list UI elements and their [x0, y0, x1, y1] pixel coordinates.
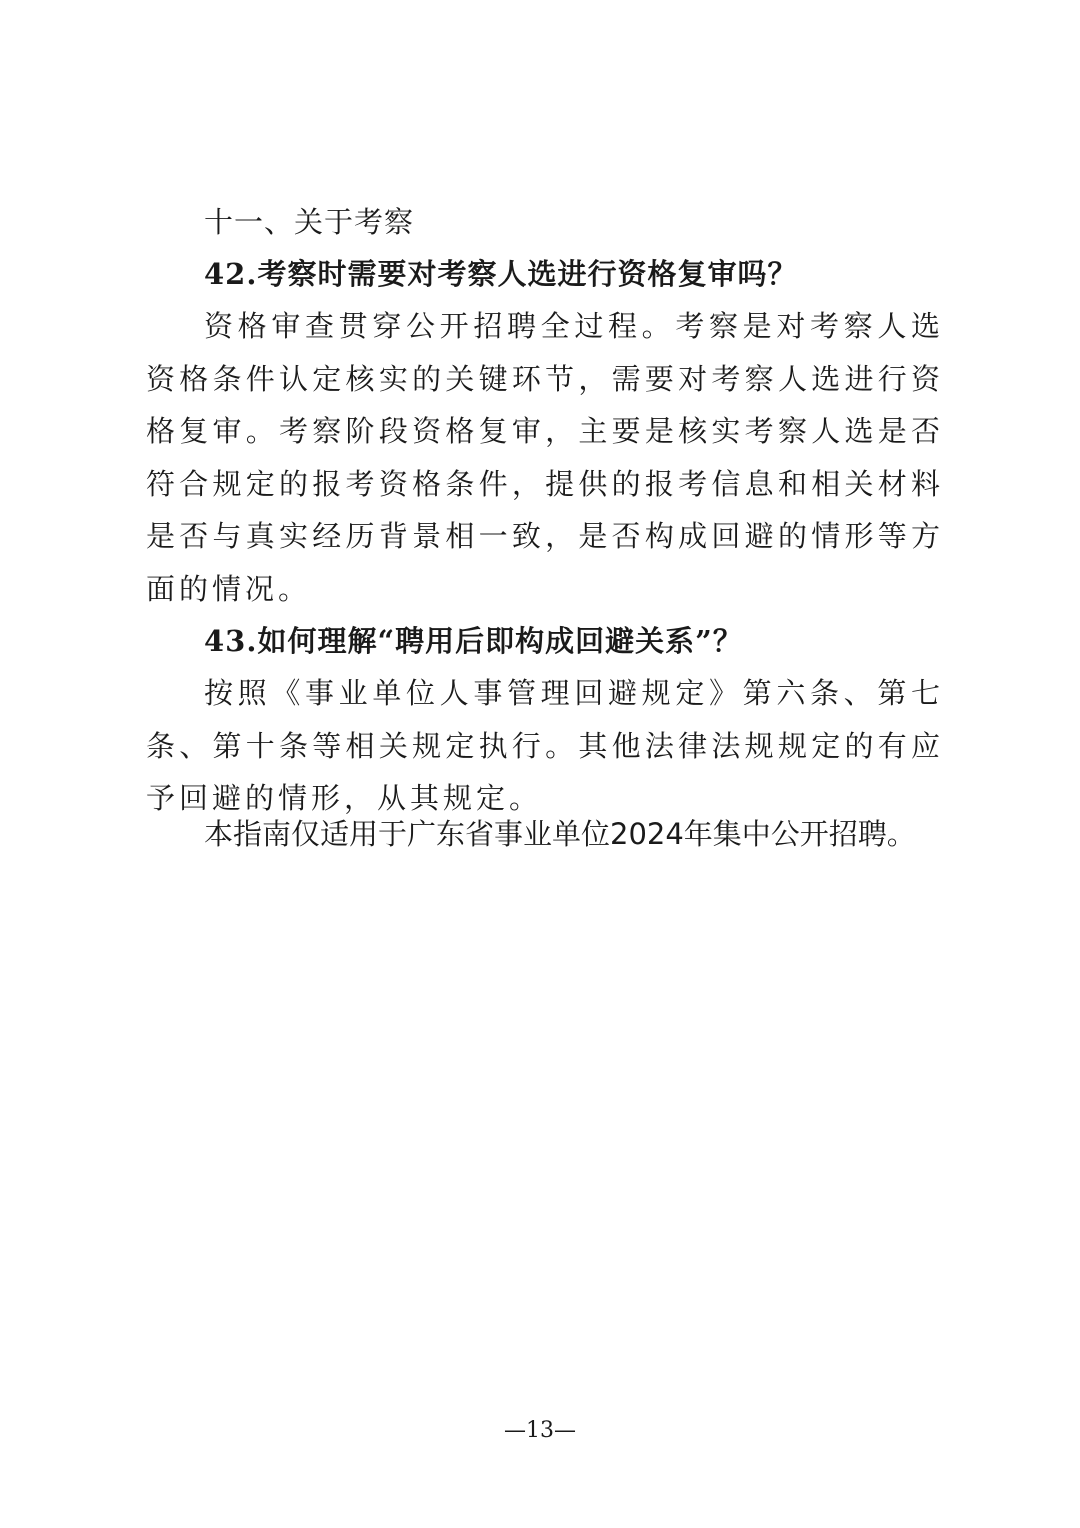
answer-43: 按照《事业单位人事管理回避规定》第六条、第七条、第十条等相关规定执行。其他法律法规规定的有应予回避的情形，从其规定。	[146, 676, 944, 815]
document-body	[146, 196, 944, 825]
page-number: —13—	[504, 1418, 576, 1443]
answer-42: 资格审查贯穿公开招聘全过程。考察是对考察人选资格条件认定核实的关键环节，需要对考察人选进行资格复审。考察阶段资格复审，主要是核实考察人选是否符合规定的报考资格条件，提供的报考信息和相关材料是否与真实经历背景相一致，是否构成回避的情形等方面的情况。	[146, 309, 944, 606]
section-heading: 十一、关于考察	[204, 205, 415, 239]
scope-note: 本指南仅适用于广东省事业单位2024年集中公开招聘。	[204, 817, 916, 851]
question-43: 43.如何理解“聘用后即构成回避关系”？	[204, 624, 743, 658]
question-42: 42.考察时需要对考察人选进行资格复审吗？	[204, 257, 798, 291]
